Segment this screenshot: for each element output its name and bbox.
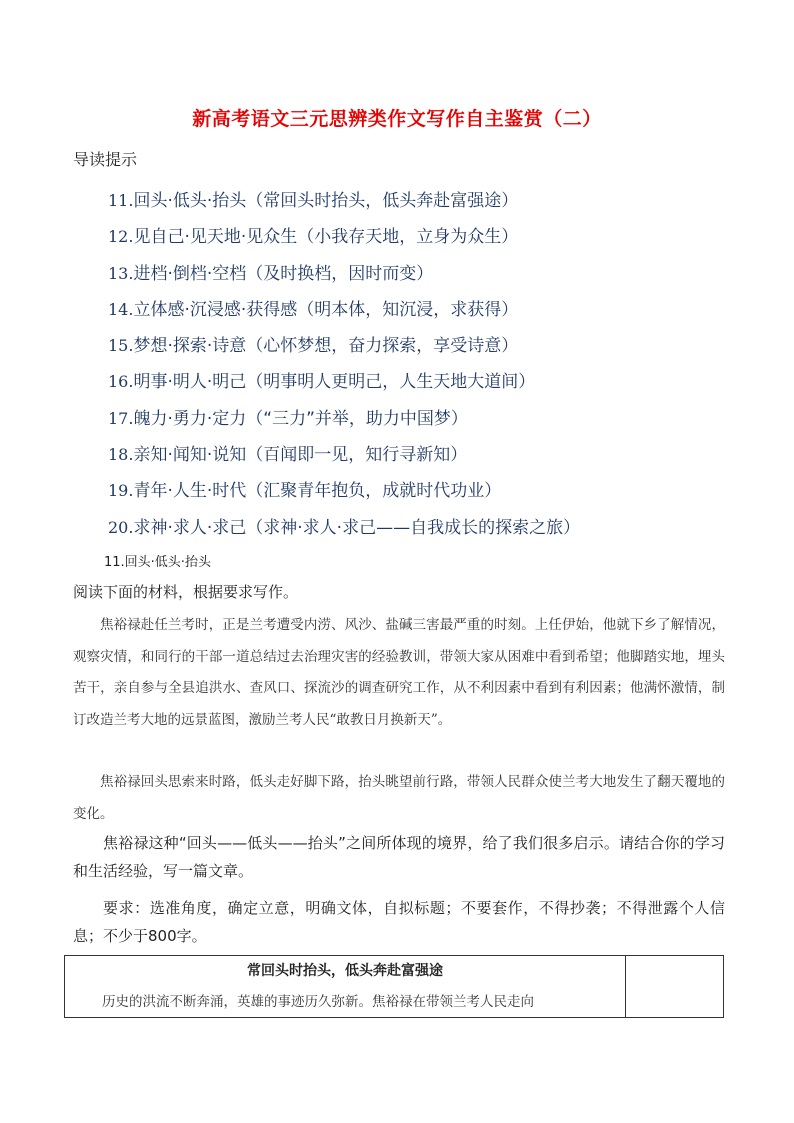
- toc-item: [108, 369, 580, 405]
- toc-item-text: 魄力·勇力·定力（“三力”并举，助力中国梦）: [133, 408, 468, 429]
- toc-item-text: 回头·低头·抬头（常回头时抬头，低头奔赴富强途）: [133, 191, 519, 211]
- toc-item-text: 立体感·沉浸感·获得感（明本体，知沉浸，求获得）: [133, 299, 519, 320]
- table-divider: [625, 956, 626, 1017]
- prompt-paragraph: 焦裕禄这种“回头——低头——抬头”之间所体现的境界，给了我们很多启示。请结合你的学习和生活经验，写一篇文章。: [73, 834, 725, 880]
- toc-item-number: 18.: [108, 445, 134, 465]
- toc-item-number: 12.: [108, 227, 134, 247]
- toc-item-number: 15.: [108, 336, 134, 356]
- sub-heading: 11.回头·低头·抬头: [104, 555, 211, 570]
- toc-item-text: 求神·求人·求己（求神·求人·求己——自我成长的探索之旅）: [133, 517, 581, 538]
- toc-item-text: 青年·人生·时代（汇聚青年抱负，成就时代功业）: [133, 481, 502, 502]
- toc-item: [108, 261, 580, 297]
- toc-item: [108, 515, 580, 551]
- requirements-paragraph: 要求：选准角度，确定立意，明确文体，自拟标题；不要套作，不得抄袭；不得泄露个人信息；不少于800字。: [73, 899, 725, 945]
- toc-list: [108, 188, 580, 551]
- toc-item-number: 13.: [108, 263, 134, 283]
- toc-item-text: 进档·倒档·空档（及时换档，因时而变）: [133, 263, 434, 284]
- toc-item: [108, 478, 580, 514]
- toc-item-number: 14.: [108, 299, 134, 319]
- toc-item: [108, 297, 580, 333]
- toc-item: [108, 188, 580, 224]
- toc-item-number: 16.: [108, 372, 134, 392]
- toc-item: [108, 333, 580, 369]
- material-paragraph: 焦裕禄回头思索来时路，低头走好脚下路，抬头眺望前行路，带领人民群众使兰考大地发生了翻天覆地的变化。: [73, 774, 725, 822]
- toc-item-number: 11.: [108, 191, 134, 210]
- toc-item: [108, 442, 580, 478]
- toc-item-text: 亲知·闻知·说知（百闻即一见，知行寻新知）: [133, 445, 468, 466]
- toc-item-text: 梦想·探索·诗意（心怀梦想，奋力探索，享受诗意）: [133, 336, 519, 357]
- instruction-text: 阅读下面的材料，根据要求写作。: [73, 583, 299, 601]
- section-heading: 导读提示: [73, 150, 138, 169]
- toc-item: [108, 224, 580, 260]
- essay-title: 常回头时抬头，低头奔赴富强途: [247, 963, 443, 979]
- toc-item-number: 19.: [108, 481, 134, 501]
- toc-item-text: 见自己·见天地·见众生（小我存天地，立身为众生）: [133, 227, 519, 248]
- toc-item-text: 明事·明人·明己（明事明人更明己，人生天地大道间）: [133, 372, 536, 393]
- essay-first-line: 历史的洪流不断奔涌，英雄的事迹历久弥新。焦裕禄在带领兰考人民走向: [102, 994, 534, 1010]
- toc-item-number: 17.: [108, 408, 134, 428]
- document-title: 新高考语文三元思辨类作文写作自主鉴赏（二）: [192, 108, 602, 130]
- material-paragraph: 焦裕禄赴任兰考时，正是兰考遭受内涝、风沙、盐碱三害最严重的时刻。上任伊始，他就下乡了解情况，观察灾情，和同行的干部一道总结过去治理灾害的经验教训，带领大家从困难中看到希望；他脚踏实地，埋头苦干，亲自参与全县追洪水、查风口、探流沙的调查研究工作，从不利因素中看到有利因素；他满怀激情，制订改造兰考大地的远景蓝图，激励兰考人民“敢教日月换新天”。: [73, 617, 725, 728]
- toc-item-number: 20.: [108, 517, 134, 537]
- essay-table: [64, 955, 724, 1018]
- toc-item: [108, 406, 580, 442]
